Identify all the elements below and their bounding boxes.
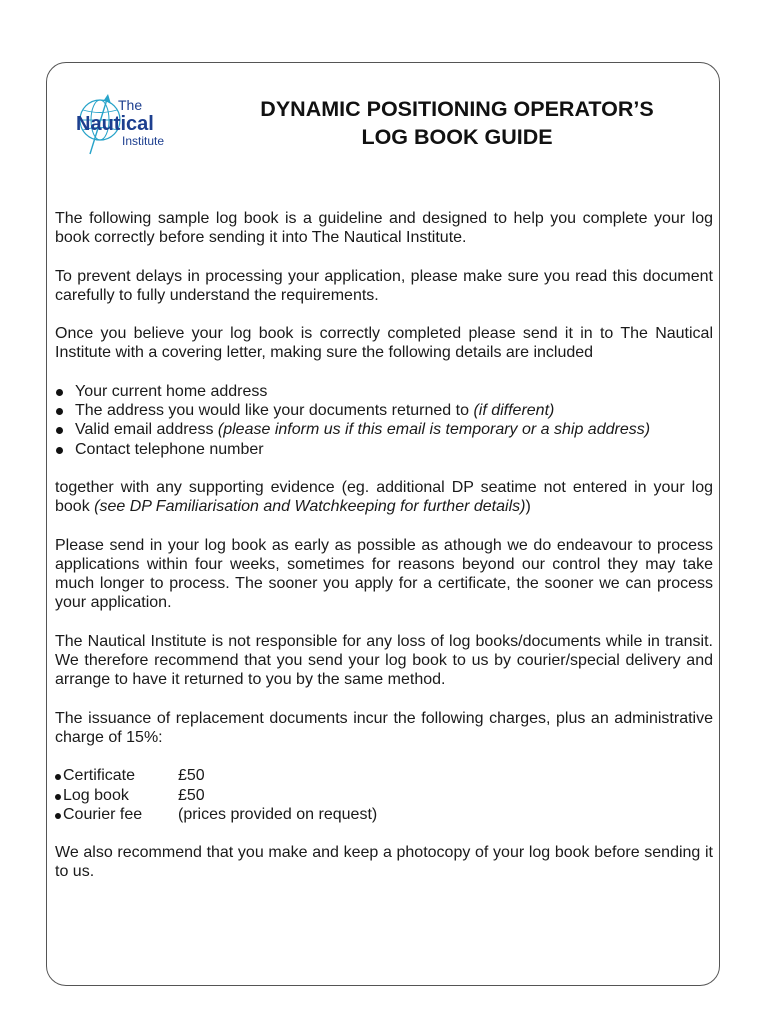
required-details-list (55, 382, 713, 459)
document-body (55, 209, 713, 901)
bullet-icon (56, 427, 63, 434)
list-item (55, 766, 713, 785)
logo-text-institute: Institute (122, 134, 165, 148)
timing-paragraph: Please send in your log book as early as possible as athough we do endeavour to process applications within four weeks, sometimes for reasons beyond our control they may take much longer to process. The sooner you apply for a certificate, the sooner we can process your application. (55, 536, 713, 612)
list-item: Contact telephone number (55, 440, 713, 459)
list-item (55, 805, 713, 824)
logo-text-the: The (118, 97, 143, 113)
bullet-icon (56, 408, 63, 415)
liability-paragraph: The Nautical Institute is not responsible for any loss of log books/documents while in transit. We therefore recommend that you send your log book to us by courier/special delivery and arrange to have it returned to you by the same method. (55, 632, 713, 689)
photocopy-paragraph: We also recommend that you make and keep a photocopy of your log book before sending it to us. (55, 844, 713, 881)
charge-item: Certificate (63, 767, 136, 785)
bullet-icon (55, 813, 61, 819)
bullet-icon (55, 794, 61, 800)
nautical-institute-logo (74, 90, 198, 160)
list-item: Your current home address (55, 382, 713, 401)
charges-list (55, 766, 713, 824)
list-item: The address you would like your documents returned to (if different) (55, 401, 713, 420)
intro-paragraph: The following sample log book is a guideline and designed to help you complete your log book correctly before sending it into The Nautical Institute. (55, 210, 713, 247)
charge-price: £50 (178, 767, 205, 785)
charge-item: Courier fee (63, 805, 143, 823)
list-item (55, 786, 713, 805)
charge-item: Log book (63, 786, 129, 804)
charge-price: £50 (178, 786, 205, 804)
title-line-1: DYNAMIC POSITIONING OPERATOR’S (260, 97, 654, 121)
list-item: Valid email address (please inform us if this email is temporary or a ship address) (55, 420, 713, 439)
submission-paragraph: Once you believe your log book is correctly completed please send it in to The Nautical Institute with a covering letter, making sure the following details are included (55, 325, 713, 362)
logo-text-nautical: Nautical (76, 113, 154, 135)
charge-price: (prices provided on request) (178, 805, 378, 823)
title-line-2: LOG BOOK GUIDE (361, 125, 553, 149)
bullet-icon (55, 774, 61, 780)
bullet-icon (56, 447, 63, 454)
page-title (200, 95, 714, 151)
supporting-evidence-paragraph: together with any supporting evidence (eg. additional DP seatime not entered in your log book (see DP Familiarisation and Watchkeeping for further details)) (55, 478, 713, 516)
charges-paragraph: The issuance of replacement documents incur the following charges, plus an administrative charge of 15%: (55, 709, 713, 746)
delays-paragraph: To prevent delays in processing your application, please make sure you read this document carefully to fully understand the requirements. (55, 267, 713, 304)
bullet-icon (56, 389, 63, 396)
